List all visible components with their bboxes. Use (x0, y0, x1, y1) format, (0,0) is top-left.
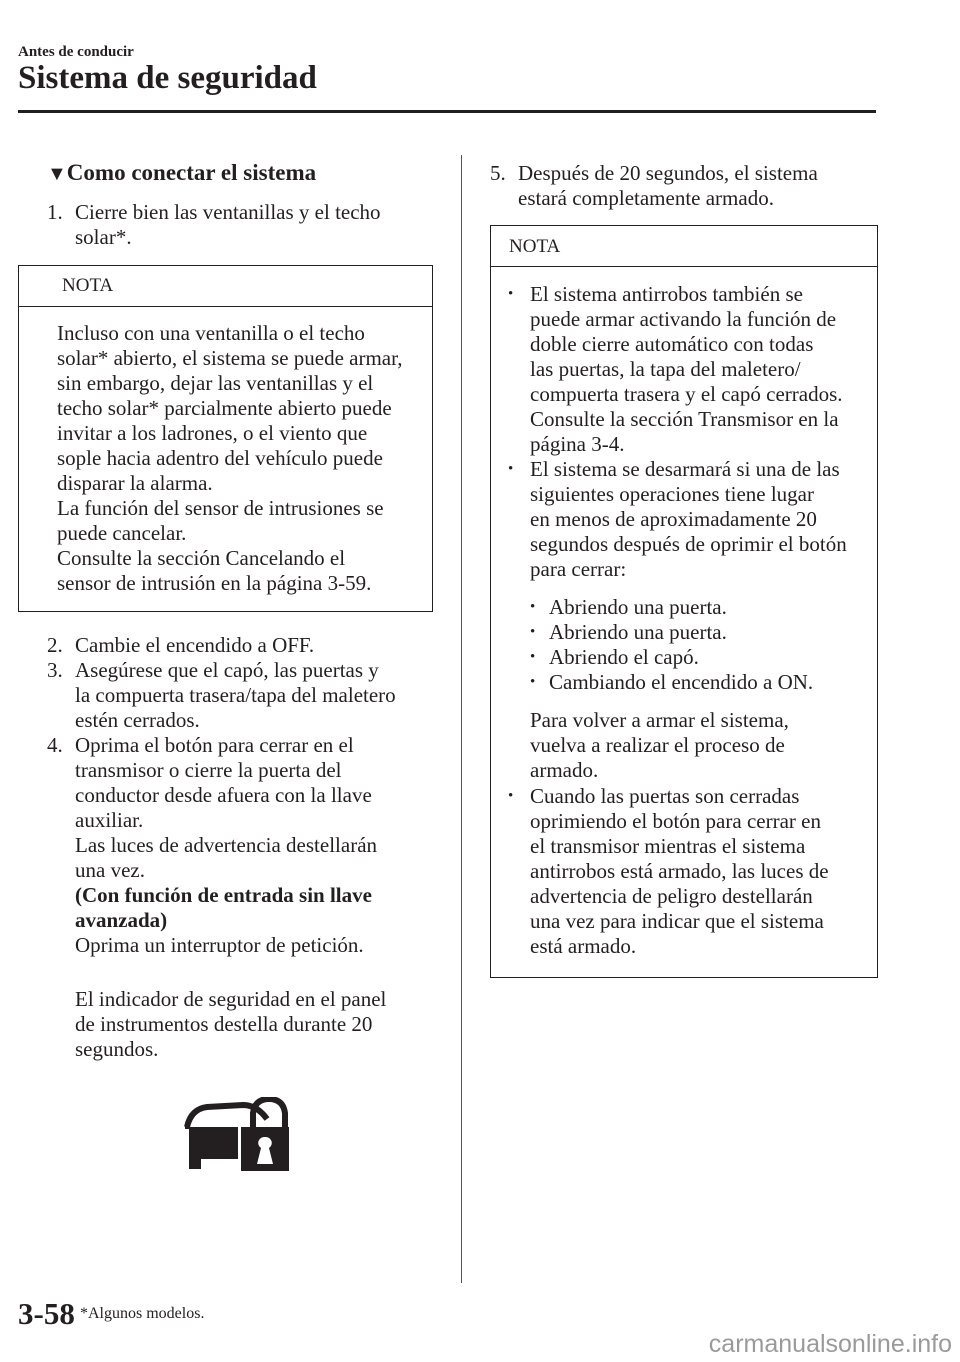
triangle-down-icon: ▼ (47, 163, 67, 185)
text-line: en menos de aproximadamente 20 (530, 507, 817, 531)
text-line: solar*. (75, 225, 132, 249)
text-line: La función del sensor de intrusiones se (57, 496, 384, 520)
sub-bullet-item (530, 620, 847, 645)
text-line: estará completamente armado. (518, 186, 774, 210)
text-line: invitar a los ladrones, o el viento que (57, 421, 368, 445)
note-bullet-list (508, 282, 847, 959)
bullet-text (530, 457, 847, 582)
sub-bullet-list (530, 595, 847, 695)
note-header (19, 266, 432, 307)
bullet-icon: • (508, 286, 514, 302)
text-line: auxiliar. (75, 808, 144, 832)
note-bullet-item (508, 784, 847, 959)
step-number: 2. (47, 633, 63, 657)
note-bullet-item (508, 457, 847, 582)
text-line: vuelva a realizar el proceso de (530, 733, 785, 757)
text-line: avanzada) (75, 908, 168, 932)
text-line: conductor desde afuera con la llave (75, 783, 372, 807)
text-line: las puertas, la tapa del maletero/ (530, 357, 801, 381)
bullet-icon: • (508, 461, 514, 477)
text-line: siguientes operaciones tiene lugar (530, 482, 814, 506)
note-box (490, 225, 878, 978)
text-line: Oprima un interruptor de petición. (75, 933, 364, 957)
text-line: puede cancelar. (57, 521, 187, 545)
text-line: compuerta trasera y el capó cerrados. (530, 382, 843, 406)
text-line: segundos. (75, 1037, 159, 1061)
step-number: 3. (47, 658, 63, 682)
section-label: Antes de conducir (18, 44, 134, 60)
text-line: Cuando las puertas son cerradas (530, 784, 800, 808)
page-title: Sistema de seguridad (18, 60, 317, 96)
note-box (18, 265, 433, 612)
step-paragraph (75, 933, 386, 958)
text-line: sople hacia adentro del vehículo puede (57, 446, 383, 470)
note-header (491, 226, 877, 267)
text-line: techo solar* parcialmente abierto puede (57, 396, 392, 420)
text-line: disparar la alarma. (57, 471, 213, 495)
note-text (57, 321, 403, 596)
text-line: una vez para indicar que el sistema (530, 909, 824, 933)
sub-bullet-text: Abriendo una puerta. (549, 595, 727, 619)
text-line: la compuerta trasera/tapa del maletero (75, 683, 396, 707)
sub-bullet-text: Cambiando el encendido a ON. (549, 670, 814, 694)
step-paragraph (75, 733, 386, 883)
header-rule (18, 110, 876, 113)
step-number: 4. (47, 733, 63, 757)
step-text (75, 658, 396, 733)
text-line: Consulte la sección Transmisor en la (530, 407, 839, 431)
text-line: Oprima el botón para cerrar en el (75, 733, 354, 757)
text-line: Consulte la sección Cancelando el (57, 546, 346, 570)
text-line: El indicador de seguridad en el panel (75, 987, 387, 1011)
text-line: El sistema antirrobos también se (530, 282, 803, 306)
footnote: *Algunos modelos. (80, 1305, 205, 1322)
text-line: solar* abierto, el sistema se puede armar, (57, 346, 403, 370)
page-number: 3-58 (18, 1296, 75, 1331)
text-line: está armado. (530, 934, 637, 958)
text-line: estén cerrados. (75, 708, 200, 732)
bullet-icon: • (530, 674, 536, 690)
sub-bullet-item (530, 645, 847, 670)
text-line: transmisor o cierre la puerta del (75, 758, 342, 782)
sub-bullet-item (530, 670, 847, 695)
text-line: oprimiendo el botón para cerrar en (530, 809, 821, 833)
text-line: el transmisor mientras el sistema (530, 834, 806, 858)
text-line: sin embargo, dejar las ventanillas y el (57, 371, 374, 395)
column-divider (461, 155, 462, 1283)
step-number: 5. (490, 161, 506, 185)
note-bullet-item (508, 282, 847, 457)
text-line: Las luces de advertencia destellarán (75, 833, 378, 857)
car-padlock-security-indicator-icon (183, 1097, 291, 1173)
text-line: para cerrar: (530, 557, 627, 581)
text-line: de instrumentos destella durante 20 (75, 1012, 373, 1036)
bullet-icon: • (530, 649, 536, 665)
text-line: Incluso con una ventanilla o el techo (57, 321, 365, 345)
step-bold-note (75, 883, 386, 933)
bullet-icon: • (530, 624, 536, 640)
text-line: antirrobos está armado, las luces de (530, 859, 829, 883)
step-text (518, 161, 818, 211)
text-line: El sistema se desarmará si una de las (530, 457, 840, 481)
text-line: sensor de intrusión en la página 3-59. (57, 571, 372, 595)
step-text (75, 733, 386, 1062)
step-number: 1. (47, 200, 63, 224)
sub-bullet-item (530, 595, 847, 620)
text-line: Cierre bien las ventanillas y el techo (75, 200, 381, 224)
text-line: armado. (530, 758, 599, 782)
note-label: NOTA (62, 275, 114, 296)
text-line: Después de 20 segundos, el sistema (518, 161, 818, 185)
text-line: Para volver a armar el sistema, (530, 708, 789, 732)
step-text (75, 200, 381, 250)
text-line: Cambie el encendido a OFF. (75, 633, 315, 657)
step-text (75, 633, 314, 658)
sub-bullet-text: Abriendo una puerta. (549, 620, 727, 644)
text-line: segundos después de oprimir el botón (530, 532, 847, 556)
watermark: carmanualsonline.info (708, 1330, 952, 1358)
bullet-icon: • (508, 788, 514, 804)
bullet-icon: • (530, 599, 536, 615)
heading-text: Como conectar el sistema (66, 160, 317, 185)
text-line: puede armar activando la función de (530, 307, 837, 331)
note-label: NOTA (509, 236, 561, 257)
text-line: doble cierre automático con todas (530, 332, 814, 356)
sub-bullet-text: Abriendo el capó. (549, 645, 699, 669)
text-line: Asegúrese que el capó, las puertas y (75, 658, 379, 682)
bullet-text (530, 282, 847, 457)
text-line: página 3-4. (530, 432, 625, 456)
step-paragraph (75, 987, 386, 1062)
note-paragraph (530, 708, 847, 783)
bullet-text (530, 784, 847, 959)
text-line: advertencia de peligro destellarán (530, 884, 813, 908)
text-line: una vez. (75, 858, 145, 882)
section-heading (47, 160, 316, 186)
text-line: (Con función de entrada sin llave (75, 883, 372, 907)
